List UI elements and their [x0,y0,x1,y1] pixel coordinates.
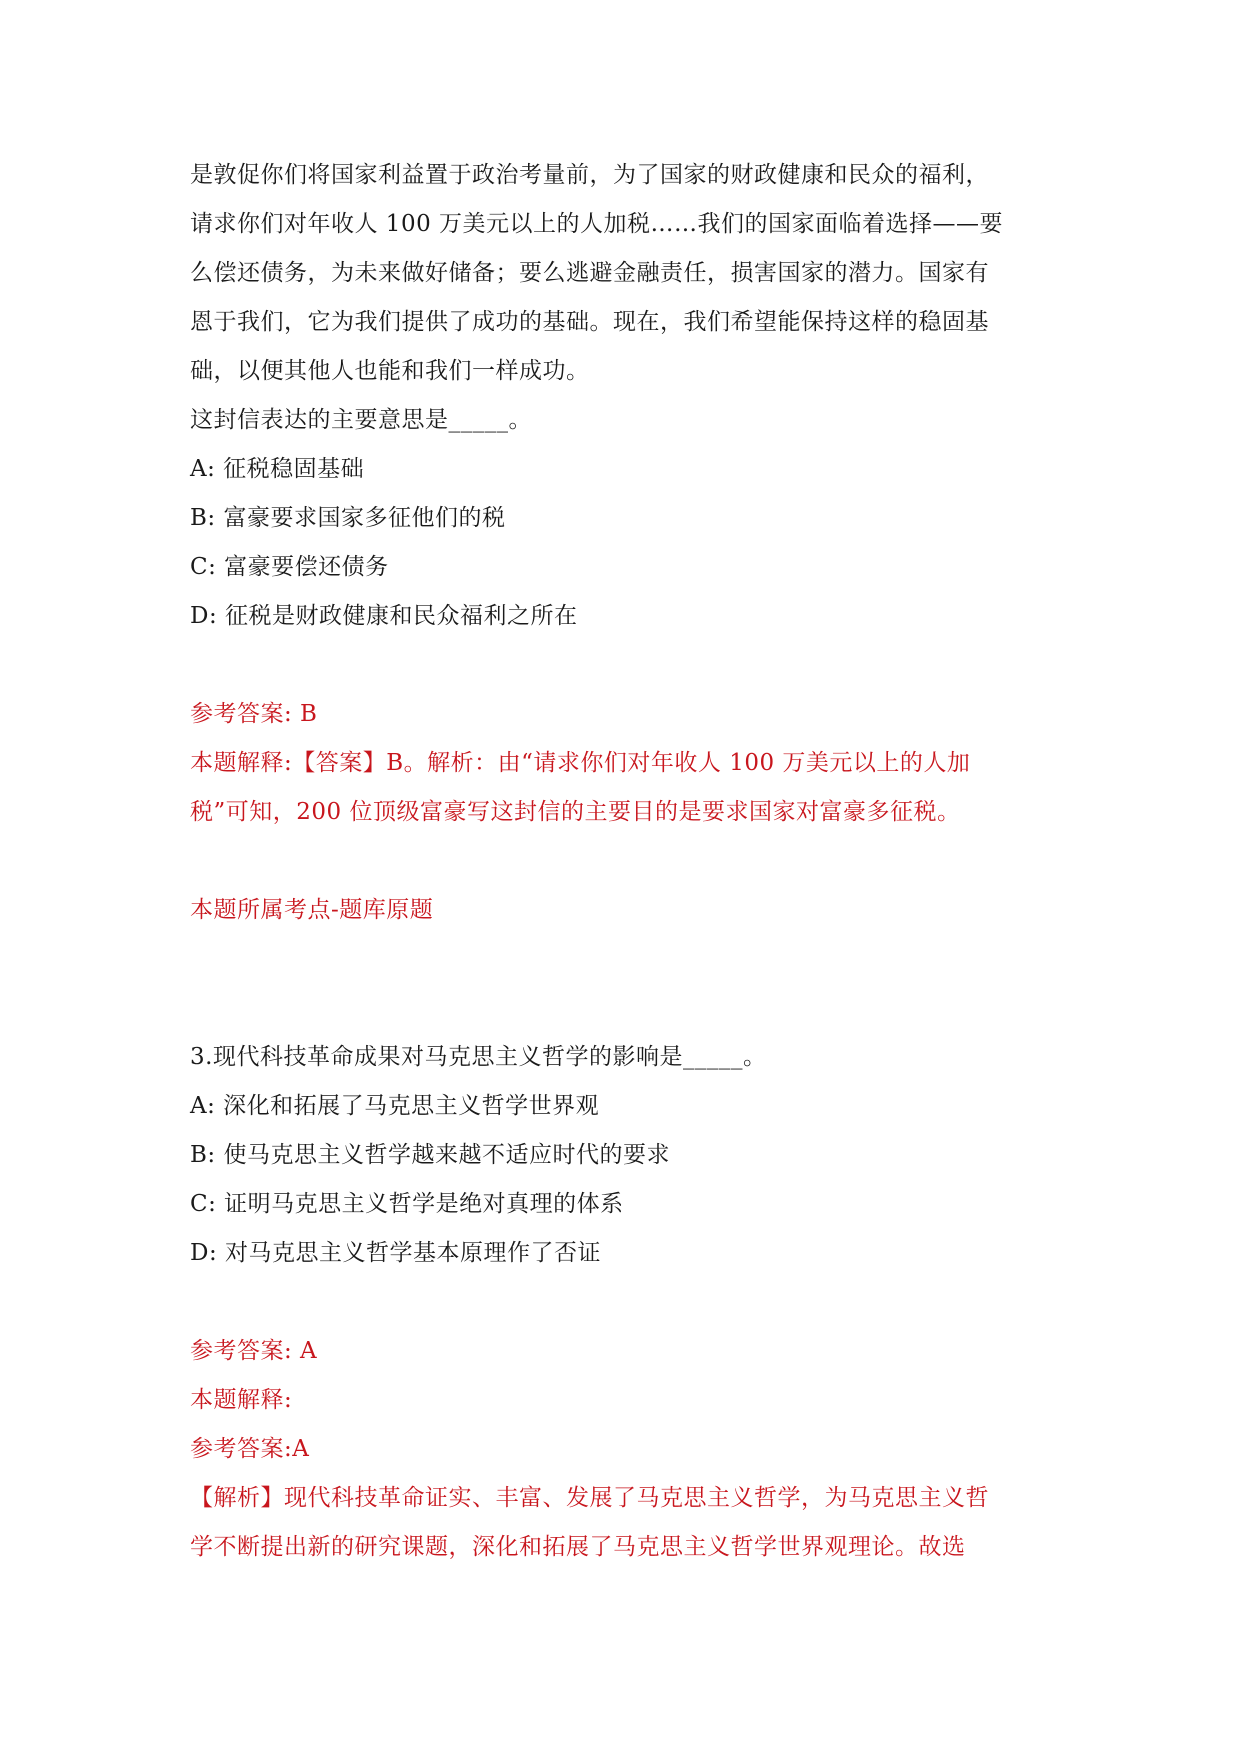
passage-line: 恩于我们，它为我们提供了成功的基础。现在，我们希望能保持这样的稳固基 [190,309,989,335]
reference-answer: 参考答案: B [190,701,318,727]
option-c: C: 证明马克思主义哲学是绝对真理的体系 [190,1191,624,1217]
option-c: C: 富豪要偿还债务 [190,554,389,580]
explanation-label: 本题解释: [190,1387,293,1413]
option-b: B: 使马克思主义哲学越来越不适应时代的要求 [190,1142,670,1168]
question-stem: 3.现代科技革命成果对马克思主义哲学的影响是_____。 [190,1044,767,1070]
explanation-line: 学不断提出新的研究课题，深化和拓展了马克思主义哲学世界观理论。故选 [190,1534,966,1560]
reference-answer-repeat: 参考答案:A [190,1436,310,1462]
option-a: A: 深化和拓展了马克思主义哲学世界观 [190,1093,600,1119]
question-stem: 这封信表达的主要意思是_____。 [190,407,532,433]
passage-line: 么偿还债务，为未来做好储备；要么逃避金融责任，损害国家的潜力。国家有 [190,260,989,286]
explanation-line: 【解析】现代科技革命证实、丰富、发展了马克思主义哲学，为马克思主义哲 [190,1485,989,1511]
passage-line: 是敦促你们将国家利益置于政治考量前，为了国家的财政健康和民众的福利， [190,162,989,188]
passage-line: 请求你们对年收人 100 万美元以上的人加税……我们的国家面临着选择——要 [190,211,1004,237]
explanation-line: 税”可知，200 位顶级富豪写这封信的主要目的是要求国家对富豪多征税。 [190,799,961,825]
option-d: D: 征税是财政健康和民众福利之所在 [190,603,578,629]
option-a: A: 征税稳固基础 [190,456,365,482]
topic-label: 本题所属考点-题库原题 [190,897,434,923]
explanation-line: 本题解释:【答案】B。解析：由“请求你们对年收人 100 万美元以上的人加 [190,750,971,776]
passage-line: 础，以便其他人也能和我们一样成功。 [190,358,590,384]
reference-answer: 参考答案: A [190,1338,318,1364]
option-b: B: 富豪要求国家多征他们的税 [190,505,506,531]
option-d: D: 对马克思主义哲学基本原理作了否证 [190,1240,602,1266]
